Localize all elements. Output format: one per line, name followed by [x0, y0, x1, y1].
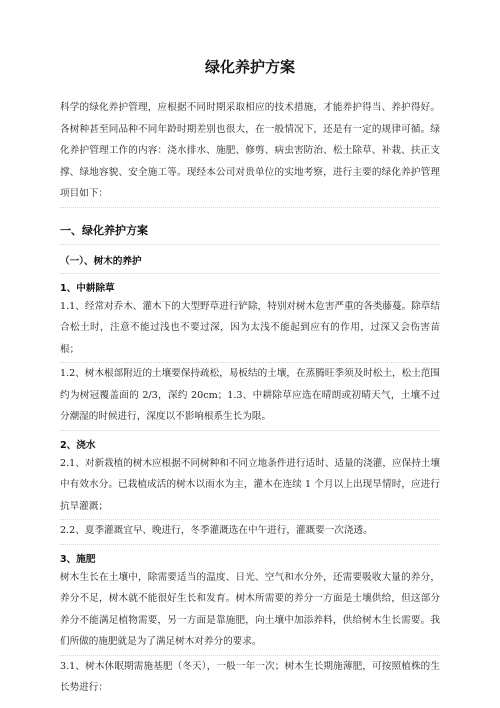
subsection-heading: （一）、树木的养护	[60, 255, 142, 267]
divider	[60, 273, 440, 274]
divider	[60, 544, 440, 545]
fertilizing-paragraph-2: 3.1、树木休眠期需施基肥（冬天），一般一年一次；树木生长期施薄肥，可按照植株的生长势进行：	[60, 660, 440, 693]
item-heading-weeding: 1、中耕除草	[60, 282, 115, 294]
divider	[60, 430, 440, 431]
page-title: 绿化养护方案	[204, 58, 295, 76]
weeding-paragraph-1: 1.1、经常对乔木、灌木下的大型野草进行铲除，特别对树木危害严重的各类藤蔓。除草结合松土时，注意不能过浅也不要过深，因为太浅不能起到应有的作用，过深又会伤害苗根；	[60, 300, 440, 355]
divider	[60, 244, 440, 245]
item-heading-fertilizing: 3、施肥	[60, 553, 96, 565]
watering-paragraph-2: 2.2、夏季灌溉宜早、晚进行，冬季灌溉选在中午进行，灌溉要一次浇透。	[60, 525, 373, 536]
watering-paragraph-1: 2.1、对新栽植的树木应根据不同树种和不同立地条件进行适时、适量的浇灌，应保持土壤中有效水分。已栽植成活的树木以雨水为主，灌木在连续 1 个月以上出现旱情时，应进行抗旱灌溉；	[60, 457, 440, 512]
weeding-paragraph-2: 1.2、树木根部附近的土壤要保持疏松，易板结的土壤，在蒸腾旺季须及时松土，松土范围约为树冠覆盖面的 2/3，深约 20cm；1.3、中耕除草应选在晴朗或初晴天气，土壤不过分潮湿的时候进行，深度以不影响根系生长为限。	[60, 368, 440, 422]
fertilizing-paragraph-1: 树木生长在土壤中，除需要适当的温度、日光、空气和水分外，还需要吸收大量的养分，养分不足，树木就不能很好生长和发育。树木所需要的养分一方面是土壤供给，但这部分养分不能满足植物需要，另一方面是靠施肥，向土壤中加添养料，供给树木生长需要。我们所做的施肥就是为了满足树木对养分的要求。	[60, 571, 440, 647]
item-heading-watering: 2、浇水	[60, 439, 96, 451]
intro-paragraph: 科学的绿化养护管理，应根据不同时期采取相应的技术措施，才能养护得当、养护得好。各树种甚至同品种不同年龄时期差别也很大，在一般情况下，还是有一定的规律可循。绿化养护管理工作的内容：浇水排水、施肥、修剪、病虫害防治、松土除草、补栽、扶正支撑、绿地容貌、安全施工等。现经本公司对贵单位的实地考察，进行主要的绿化养护管理项目如下：	[60, 102, 440, 199]
divider	[60, 207, 440, 208]
section-heading: 一、绿化养护方案	[60, 223, 148, 237]
